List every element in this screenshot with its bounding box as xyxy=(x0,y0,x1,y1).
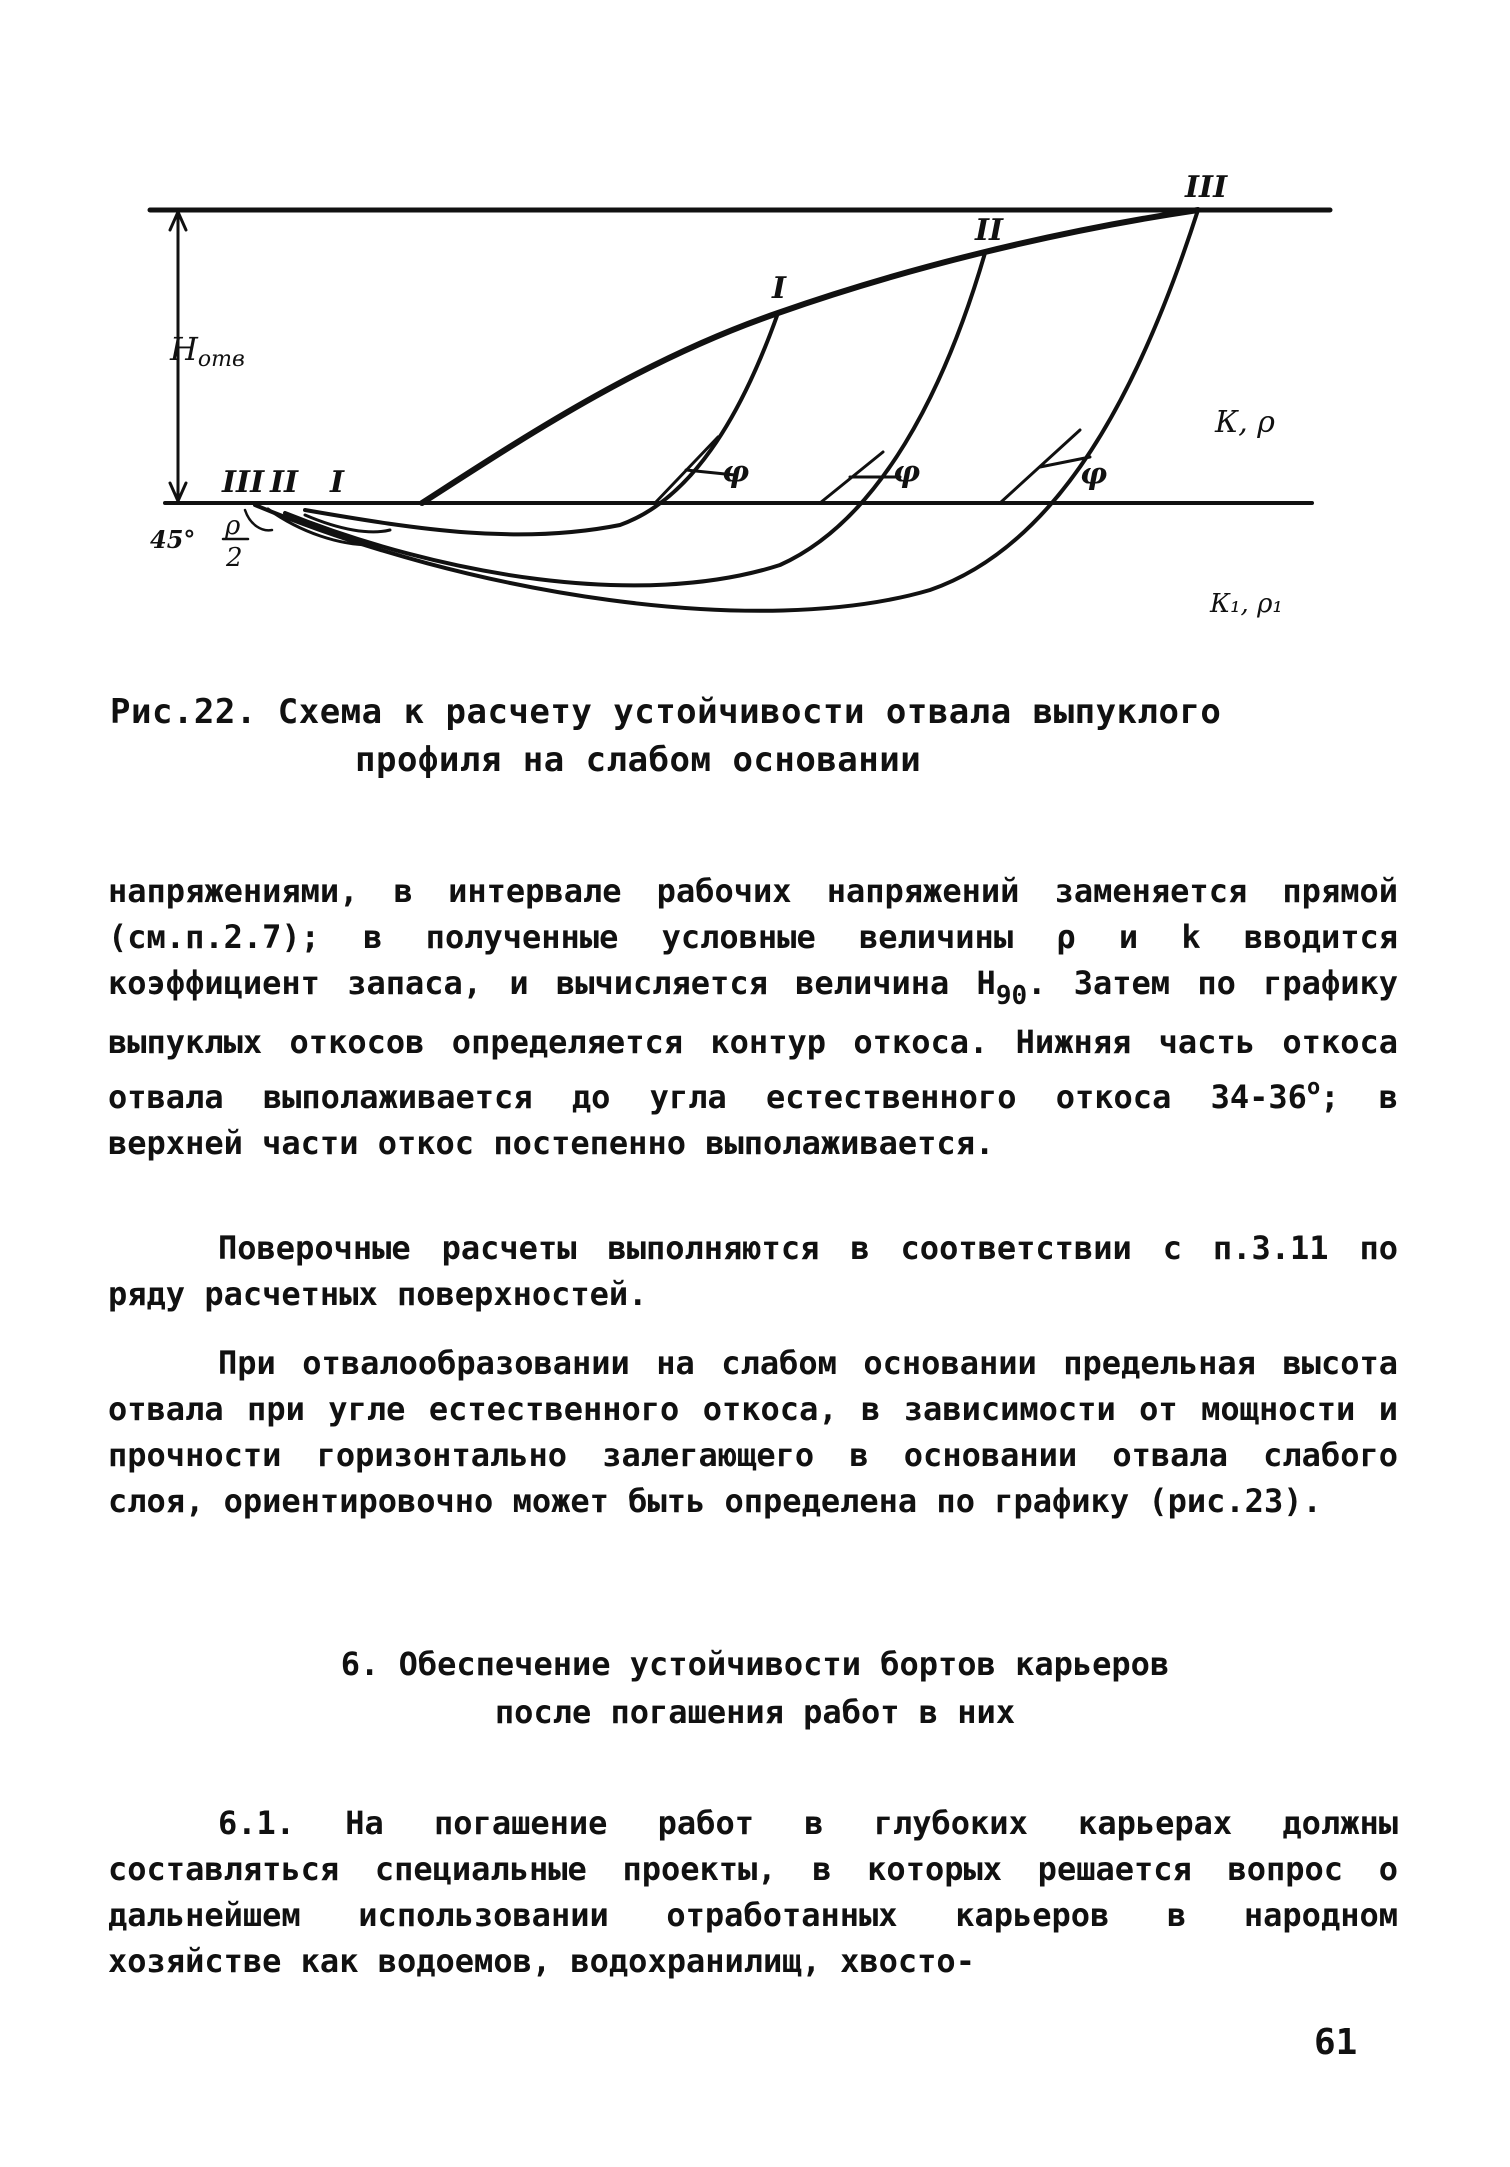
slip-surface-2 xyxy=(285,253,985,585)
caption-line-2: профиля на слабом основании xyxy=(355,740,922,780)
phi-marker-2 xyxy=(820,452,900,503)
slip-label-1: I xyxy=(772,271,787,306)
angle-label: 45° xyxy=(150,525,196,554)
paragraph-4-text: 6.1. На погашение работ в глубоких карьерах должны составляться специальные проекты, в которых решается вопрос о дальнейшем использовании отработанных карьеров в народном хозяйстве как водоемов, водохранилищ, хвосто- xyxy=(108,1804,1398,1980)
slip-label-3: III xyxy=(1185,170,1228,205)
paragraph-2 xyxy=(108,1225,1398,1317)
paragraph-3 xyxy=(108,1340,1398,1524)
upper-layer-label: К, ρ xyxy=(1215,405,1275,440)
diagram-svg xyxy=(0,0,1510,660)
caption-line-1: Рис.22. Схема к расчету устойчивости отвала выпуклого xyxy=(110,692,1222,732)
section-heading-line-1: 6. Обеспечение устойчивости бортов карьеров xyxy=(340,1645,1170,1683)
paragraph-1 xyxy=(108,868,1398,1166)
section-heading xyxy=(110,1640,1400,1736)
toe-label-1: I xyxy=(330,465,345,500)
paragraph-1-part-a: напряжениями, в интервале рабочих напряжений заменяется прямой (см.п.2.7); в полученные условные величины ρ и k вводится коэффициент запаса, и вычисляется величина H xyxy=(108,872,1398,1002)
section-heading-line-2: после погашения работ в них xyxy=(494,1693,1016,1731)
lower-layer-label: К₁, ρ₁ xyxy=(1210,589,1283,619)
rho-label: ρ xyxy=(225,511,241,541)
paragraph-1-part-b: . Затем по графику выпуклых откосов определяется контур откоса. Нижняя часть откоса отвала выполаживается до угла естественного откоса 34-36 xyxy=(108,964,1399,1116)
phi-label-1: φ xyxy=(722,455,750,490)
slope-stability-diagram xyxy=(0,0,1510,660)
h-label: Hотв xyxy=(170,330,245,372)
phi-label-3: φ xyxy=(1080,457,1108,492)
toe-angle-arc xyxy=(245,510,272,530)
phi-label-2: φ xyxy=(893,455,921,490)
slip-label-2: II xyxy=(975,213,1004,248)
paragraph-4 xyxy=(108,1800,1398,1984)
paragraph-3-text: При отвалообразовании на слабом основании предельная высота отвала при угле естественного откоса, в зависимости от мощности и прочности горизонтально залегающего в основании отвала слабого слоя, ориентировочно может быть определена по графику (рис.23). xyxy=(108,1344,1398,1520)
toe-label-3: III xyxy=(222,465,265,500)
figure-caption xyxy=(110,688,1410,784)
paragraph-1-part-c: ; в верхней части откос постепенно выполаживается. xyxy=(108,1078,1399,1162)
two-label: 2 xyxy=(226,543,243,573)
paragraph-1-superscript: о xyxy=(1306,1075,1321,1100)
paragraph-1-subscript: 90 xyxy=(995,981,1028,1011)
paragraph-2-text: Поверочные расчеты выполняются в соответствии с п.3.11 по ряду расчетных поверхностей. xyxy=(108,1229,1398,1313)
phi-marker-3 xyxy=(1000,430,1090,503)
page-number: 61 xyxy=(1314,2022,1358,2063)
toe-label-2: II xyxy=(270,465,299,500)
